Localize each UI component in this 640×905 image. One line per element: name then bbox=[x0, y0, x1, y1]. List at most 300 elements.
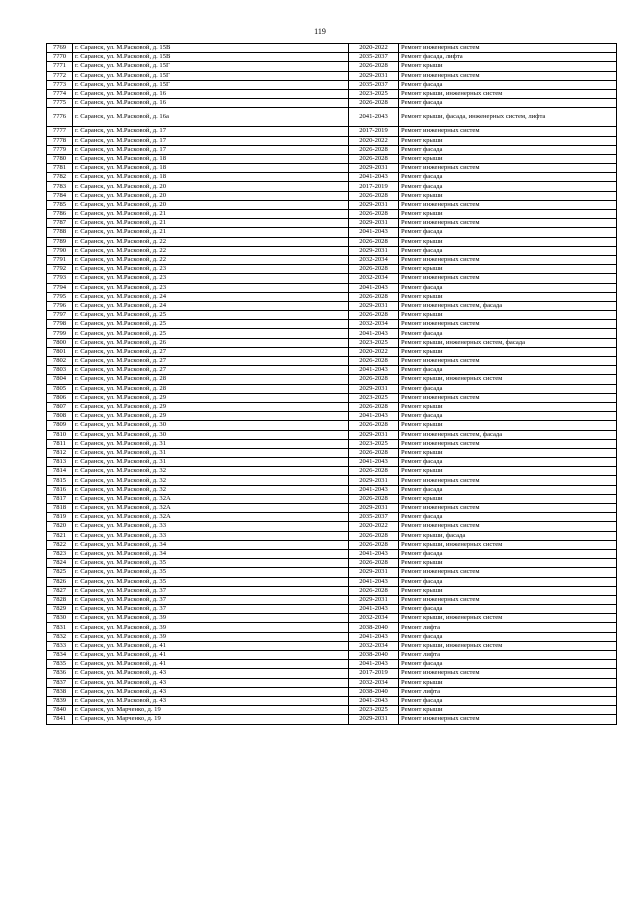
work-type-cell: Ремонт инженерных систем bbox=[399, 393, 617, 402]
row-number-cell: 7790 bbox=[47, 246, 73, 255]
address-cell: г. Саранск, ул. М.Расковой, д. 25 bbox=[73, 320, 349, 329]
period-cell: 2029-2031 bbox=[349, 595, 399, 604]
address-cell: г. Саранск, ул. М.Расковой, д. 16 bbox=[73, 89, 349, 98]
work-type-cell: Ремонт лифта bbox=[399, 623, 617, 632]
work-type-cell: Ремонт фасада, лифта bbox=[399, 53, 617, 62]
address-cell: г. Саранск, ул. М.Расковой, д. 17 bbox=[73, 145, 349, 154]
period-cell: 2026-2028 bbox=[349, 210, 399, 219]
period-cell: 2041-2043 bbox=[349, 329, 399, 338]
work-type-cell: Ремонт фасада bbox=[399, 485, 617, 494]
row-number-cell: 7798 bbox=[47, 320, 73, 329]
table-row bbox=[47, 255, 617, 264]
row-number-cell: 7829 bbox=[47, 605, 73, 614]
table-row bbox=[47, 62, 617, 71]
address-cell: г. Саранск, ул. М.Расковой, д. 15Г bbox=[73, 62, 349, 71]
address-cell: г. Саранск, ул. М.Расковой, д. 32 bbox=[73, 476, 349, 485]
work-type-cell: Ремонт лифта bbox=[399, 651, 617, 660]
table-row bbox=[47, 476, 617, 485]
address-cell: г. Саранск, ул. М.Расковой, д. 39 bbox=[73, 623, 349, 632]
period-cell: 2029-2031 bbox=[349, 384, 399, 393]
work-type-cell: Ремонт крыши, инженерных систем bbox=[399, 540, 617, 549]
table-row bbox=[47, 430, 617, 439]
row-number-cell: 7806 bbox=[47, 393, 73, 402]
row-number-cell: 7836 bbox=[47, 669, 73, 678]
table-row bbox=[47, 173, 617, 182]
period-cell: 2032-2034 bbox=[349, 678, 399, 687]
period-cell: 2032-2034 bbox=[349, 614, 399, 623]
address-cell: г. Саранск, ул. М.Расковой, д. 27 bbox=[73, 366, 349, 375]
period-cell: 2035-2037 bbox=[349, 80, 399, 89]
work-type-cell: Ремонт крыши bbox=[399, 678, 617, 687]
work-type-cell: Ремонт фасада bbox=[399, 228, 617, 237]
work-type-cell: Ремонт крыши bbox=[399, 292, 617, 301]
address-cell: г. Саранск, ул. М.Расковой, д. 15Г bbox=[73, 71, 349, 80]
table-row bbox=[47, 568, 617, 577]
work-type-cell: Ремонт инженерных систем bbox=[399, 595, 617, 604]
row-number-cell: 7809 bbox=[47, 421, 73, 430]
table-row bbox=[47, 559, 617, 568]
row-number-cell: 7782 bbox=[47, 173, 73, 182]
period-cell: 2029-2031 bbox=[349, 504, 399, 513]
page-number: 119 bbox=[314, 27, 326, 36]
period-cell: 2026-2028 bbox=[349, 265, 399, 274]
work-type-cell: Ремонт фасада bbox=[399, 384, 617, 393]
row-number-cell: 7811 bbox=[47, 439, 73, 448]
address-cell: г. Саранск, ул. М.Расковой, д. 41 bbox=[73, 651, 349, 660]
row-number-cell: 7770 bbox=[47, 53, 73, 62]
work-type-cell: Ремонт инженерных систем bbox=[399, 255, 617, 264]
work-type-cell: Ремонт фасада bbox=[399, 412, 617, 421]
row-number-cell: 7776 bbox=[47, 108, 73, 127]
period-cell: 2020-2022 bbox=[349, 522, 399, 531]
address-cell: г. Саранск, ул. М.Расковой, д. 43 bbox=[73, 669, 349, 678]
work-type-cell: Ремонт инженерных систем bbox=[399, 568, 617, 577]
table-row bbox=[47, 182, 617, 191]
work-type-cell: Ремонт инженерных систем, фасада bbox=[399, 301, 617, 310]
address-cell: г. Саранск, ул. М.Расковой, д. 20 bbox=[73, 182, 349, 191]
period-cell: 2020-2022 bbox=[349, 347, 399, 356]
table-row bbox=[47, 504, 617, 513]
table-row bbox=[47, 660, 617, 669]
work-type-cell: Ремонт крыши bbox=[399, 191, 617, 200]
work-type-cell: Ремонт инженерных систем bbox=[399, 44, 617, 53]
row-number-cell: 7821 bbox=[47, 531, 73, 540]
table-row bbox=[47, 228, 617, 237]
row-number-cell: 7789 bbox=[47, 237, 73, 246]
period-cell: 2026-2028 bbox=[349, 402, 399, 411]
address-cell: г. Саранск, ул. М.Расковой, д. 33 bbox=[73, 531, 349, 540]
table-row bbox=[47, 696, 617, 705]
address-cell: г. Саранск, ул. М.Расковой, д. 27 bbox=[73, 357, 349, 366]
address-cell: г. Саранск, ул. М.Расковой, д. 35 bbox=[73, 559, 349, 568]
period-cell: 2026-2028 bbox=[349, 237, 399, 246]
address-cell: г. Саранск, ул. М.Расковой, д. 21 bbox=[73, 219, 349, 228]
row-number-cell: 7775 bbox=[47, 99, 73, 108]
work-type-cell: Ремонт крыши, фасада, инженерных систем, лифта bbox=[399, 108, 617, 127]
table-row bbox=[47, 595, 617, 604]
address-cell: г. Саранск, ул. М.Расковой, д. 17 bbox=[73, 127, 349, 136]
period-cell: 2029-2031 bbox=[349, 246, 399, 255]
row-number-cell: 7773 bbox=[47, 80, 73, 89]
work-type-cell: Ремонт крыши bbox=[399, 706, 617, 715]
row-number-cell: 7833 bbox=[47, 641, 73, 650]
period-cell: 2026-2028 bbox=[349, 292, 399, 301]
address-cell: г. Саранск, ул. М.Расковой, д. 32А bbox=[73, 494, 349, 503]
work-type-cell: Ремонт инженерных систем, фасада bbox=[399, 430, 617, 439]
table-row bbox=[47, 384, 617, 393]
table-body bbox=[47, 44, 617, 725]
row-number-cell: 7835 bbox=[47, 660, 73, 669]
table-row bbox=[47, 393, 617, 402]
period-cell: 2026-2028 bbox=[349, 311, 399, 320]
row-number-cell: 7808 bbox=[47, 412, 73, 421]
work-type-cell: Ремонт крыши, инженерных систем bbox=[399, 641, 617, 650]
table-row bbox=[47, 71, 617, 80]
row-number-cell: 7799 bbox=[47, 329, 73, 338]
work-type-cell: Ремонт фасада bbox=[399, 513, 617, 522]
table-row bbox=[47, 439, 617, 448]
row-number-cell: 7840 bbox=[47, 706, 73, 715]
table-row bbox=[47, 136, 617, 145]
address-cell: г. Саранск, ул. М.Расковой, д. 25 bbox=[73, 311, 349, 320]
address-cell: г. Саранск, ул. М.Расковой, д. 29 bbox=[73, 402, 349, 411]
period-cell: 2035-2037 bbox=[349, 53, 399, 62]
address-cell: г. Саранск, ул. М.Расковой, д. 35 bbox=[73, 568, 349, 577]
period-cell: 2029-2031 bbox=[349, 301, 399, 310]
row-number-cell: 7785 bbox=[47, 200, 73, 209]
table-row bbox=[47, 623, 617, 632]
row-number-cell: 7822 bbox=[47, 540, 73, 549]
period-cell: 2041-2043 bbox=[349, 660, 399, 669]
table-row bbox=[47, 311, 617, 320]
table-row bbox=[47, 164, 617, 173]
period-cell: 2041-2043 bbox=[349, 632, 399, 641]
period-cell: 2041-2043 bbox=[349, 458, 399, 467]
period-cell: 2026-2028 bbox=[349, 357, 399, 366]
table-row bbox=[47, 458, 617, 467]
period-cell: 2041-2043 bbox=[349, 696, 399, 705]
period-cell: 2029-2031 bbox=[349, 164, 399, 173]
period-cell: 2032-2034 bbox=[349, 274, 399, 283]
work-type-cell: Ремонт крыши, инженерных систем bbox=[399, 375, 617, 384]
work-type-cell: Ремонт крыши bbox=[399, 237, 617, 246]
work-type-cell: Ремонт фасада bbox=[399, 696, 617, 705]
period-cell: 2026-2028 bbox=[349, 540, 399, 549]
work-type-cell: Ремонт инженерных систем bbox=[399, 522, 617, 531]
table-row bbox=[47, 586, 617, 595]
row-number-cell: 7837 bbox=[47, 678, 73, 687]
period-cell: 2026-2028 bbox=[349, 154, 399, 163]
work-type-cell: Ремонт крыши bbox=[399, 467, 617, 476]
period-cell: 2041-2043 bbox=[349, 108, 399, 127]
table-row bbox=[47, 577, 617, 586]
period-cell: 2038-2040 bbox=[349, 687, 399, 696]
address-cell: г. Саранск, ул. М.Расковой, д. 28 bbox=[73, 375, 349, 384]
period-cell: 2032-2034 bbox=[349, 641, 399, 650]
address-cell: г. Саранск, ул. М.Расковой, д. 31 bbox=[73, 439, 349, 448]
period-cell: 2023-2025 bbox=[349, 439, 399, 448]
address-cell: г. Саранск, ул. М.Расковой, д. 22 bbox=[73, 246, 349, 255]
table-row bbox=[47, 485, 617, 494]
work-type-cell: Ремонт крыши bbox=[399, 494, 617, 503]
table-row bbox=[47, 549, 617, 558]
work-type-cell: Ремонт лифта bbox=[399, 687, 617, 696]
work-type-cell: Ремонт крыши, фасада bbox=[399, 531, 617, 540]
work-type-cell: Ремонт инженерных систем bbox=[399, 669, 617, 678]
address-cell: г. Саранск, ул. М.Расковой, д. 22 bbox=[73, 237, 349, 246]
table-row bbox=[47, 329, 617, 338]
period-cell: 2041-2043 bbox=[349, 173, 399, 182]
address-cell: г. Саранск, ул. М.Расковой, д. 16 bbox=[73, 99, 349, 108]
row-number-cell: 7814 bbox=[47, 467, 73, 476]
work-type-cell: Ремонт крыши bbox=[399, 311, 617, 320]
table-row bbox=[47, 375, 617, 384]
row-number-cell: 7778 bbox=[47, 136, 73, 145]
row-number-cell: 7791 bbox=[47, 255, 73, 264]
row-number-cell: 7784 bbox=[47, 191, 73, 200]
row-number-cell: 7825 bbox=[47, 568, 73, 577]
table-row bbox=[47, 448, 617, 457]
period-cell: 2017-2019 bbox=[349, 182, 399, 191]
work-type-cell: Ремонт крыши bbox=[399, 586, 617, 595]
work-type-cell: Ремонт крыши, инженерных систем bbox=[399, 614, 617, 623]
table-row bbox=[47, 108, 617, 127]
address-cell: г. Саранск, ул. М.Расковой, д. 23 bbox=[73, 283, 349, 292]
row-number-cell: 7823 bbox=[47, 549, 73, 558]
table-row bbox=[47, 715, 617, 724]
row-number-cell: 7781 bbox=[47, 164, 73, 173]
table-row bbox=[47, 99, 617, 108]
period-cell: 2041-2043 bbox=[349, 577, 399, 586]
work-type-cell: Ремонт крыши bbox=[399, 559, 617, 568]
work-type-cell: Ремонт крыши bbox=[399, 402, 617, 411]
address-cell: г. Саранск, ул. М.Расковой, д. 17 bbox=[73, 136, 349, 145]
table-row bbox=[47, 540, 617, 549]
period-cell: 2026-2028 bbox=[349, 145, 399, 154]
repair-schedule-table bbox=[46, 43, 617, 725]
period-cell: 2026-2028 bbox=[349, 375, 399, 384]
row-number-cell: 7834 bbox=[47, 651, 73, 660]
row-number-cell: 7802 bbox=[47, 357, 73, 366]
address-cell: г. Саранск, ул. М.Расковой, д. 32 bbox=[73, 467, 349, 476]
work-type-cell: Ремонт фасада bbox=[399, 173, 617, 182]
work-type-cell: Ремонт инженерных систем bbox=[399, 71, 617, 80]
row-number-cell: 7774 bbox=[47, 89, 73, 98]
row-number-cell: 7797 bbox=[47, 311, 73, 320]
table-row bbox=[47, 347, 617, 356]
table-row bbox=[47, 366, 617, 375]
work-type-cell: Ремонт крыши bbox=[399, 421, 617, 430]
address-cell: г. Саранск, ул. М.Расковой, д. 31 bbox=[73, 448, 349, 457]
period-cell: 2029-2031 bbox=[349, 715, 399, 724]
table-row bbox=[47, 467, 617, 476]
address-cell: г. Саранск, ул. М.Расковой, д. 20 bbox=[73, 200, 349, 209]
row-number-cell: 7816 bbox=[47, 485, 73, 494]
table-row bbox=[47, 669, 617, 678]
work-type-cell: Ремонт фасада bbox=[399, 329, 617, 338]
address-cell: г. Саранск, ул. М.Расковой, д. 37 bbox=[73, 605, 349, 614]
table-row bbox=[47, 127, 617, 136]
period-cell: 2038-2040 bbox=[349, 623, 399, 632]
address-cell: г. Саранск, ул. М.Расковой, д. 16а bbox=[73, 108, 349, 127]
row-number-cell: 7807 bbox=[47, 402, 73, 411]
period-cell: 2032-2034 bbox=[349, 320, 399, 329]
address-cell: г. Саранск, ул. М.Расковой, д. 24 bbox=[73, 301, 349, 310]
table-row bbox=[47, 154, 617, 163]
address-cell: г. Саранск, ул. М.Расковой, д. 30 bbox=[73, 430, 349, 439]
address-cell: г. Саранск, ул. М.Расковой, д. 27 bbox=[73, 347, 349, 356]
table-row bbox=[47, 357, 617, 366]
address-cell: г. Саранск, ул. М.Расковой, д. 25 bbox=[73, 329, 349, 338]
table-row bbox=[47, 283, 617, 292]
address-cell: г. Саранск, ул. М.Расковой, д. 39 bbox=[73, 632, 349, 641]
table-row bbox=[47, 494, 617, 503]
address-cell: г. Саранск, ул. М.Расковой, д. 29 bbox=[73, 393, 349, 402]
period-cell: 2026-2028 bbox=[349, 531, 399, 540]
table-row bbox=[47, 531, 617, 540]
table-row bbox=[47, 651, 617, 660]
work-type-cell: Ремонт фасада bbox=[399, 577, 617, 586]
row-number-cell: 7804 bbox=[47, 375, 73, 384]
period-cell: 2020-2022 bbox=[349, 136, 399, 145]
table-row bbox=[47, 320, 617, 329]
period-cell: 2038-2040 bbox=[349, 651, 399, 660]
address-cell: г. Саранск, ул. М.Расковой, д. 39 bbox=[73, 614, 349, 623]
work-type-cell: Ремонт фасада bbox=[399, 283, 617, 292]
period-cell: 2041-2043 bbox=[349, 549, 399, 558]
address-cell: г. Саранск, ул. М.Расковой, д. 34 bbox=[73, 549, 349, 558]
row-number-cell: 7769 bbox=[47, 44, 73, 53]
table-row bbox=[47, 301, 617, 310]
work-type-cell: Ремонт инженерных систем bbox=[399, 219, 617, 228]
row-number-cell: 7783 bbox=[47, 182, 73, 191]
work-type-cell: Ремонт инженерных систем bbox=[399, 320, 617, 329]
row-number-cell: 7805 bbox=[47, 384, 73, 393]
work-type-cell: Ремонт фасада bbox=[399, 99, 617, 108]
row-number-cell: 7788 bbox=[47, 228, 73, 237]
row-number-cell: 7831 bbox=[47, 623, 73, 632]
work-type-cell: Ремонт инженерных систем bbox=[399, 357, 617, 366]
period-cell: 2029-2031 bbox=[349, 71, 399, 80]
period-cell: 2041-2043 bbox=[349, 412, 399, 421]
work-type-cell: Ремонт крыши bbox=[399, 448, 617, 457]
address-cell: г. Саранск, ул. М.Расковой, д. 24 bbox=[73, 292, 349, 301]
work-type-cell: Ремонт фасада bbox=[399, 605, 617, 614]
address-cell: г. Саранск, ул. М.Расковой, д. 31 bbox=[73, 458, 349, 467]
period-cell: 2023-2025 bbox=[349, 338, 399, 347]
row-number-cell: 7815 bbox=[47, 476, 73, 485]
period-cell: 2029-2031 bbox=[349, 476, 399, 485]
address-cell: г. Саранск, ул. М.Расковой, д. 37 bbox=[73, 586, 349, 595]
row-number-cell: 7817 bbox=[47, 494, 73, 503]
period-cell: 2026-2028 bbox=[349, 448, 399, 457]
address-cell: г. Саранск, ул. М.Расковой, д. 32А bbox=[73, 504, 349, 513]
row-number-cell: 7792 bbox=[47, 265, 73, 274]
period-cell: 2029-2031 bbox=[349, 430, 399, 439]
row-number-cell: 7824 bbox=[47, 559, 73, 568]
address-cell: г. Саранск, ул. М.Расковой, д. 41 bbox=[73, 641, 349, 650]
period-cell: 2023-2025 bbox=[349, 89, 399, 98]
table-row bbox=[47, 522, 617, 531]
work-type-cell: Ремонт фасада bbox=[399, 182, 617, 191]
address-cell: г. Саранск, ул. М.Расковой, д. 21 bbox=[73, 228, 349, 237]
work-type-cell: Ремонт крыши, инженерных систем, фасада bbox=[399, 338, 617, 347]
address-cell: г. Саранск, ул. М.Расковой, д. 22 bbox=[73, 255, 349, 264]
row-number-cell: 7780 bbox=[47, 154, 73, 163]
row-number-cell: 7826 bbox=[47, 577, 73, 586]
address-cell: г. Саранск, ул. М.Расковой, д. 18 bbox=[73, 164, 349, 173]
row-number-cell: 7777 bbox=[47, 127, 73, 136]
address-cell: г. Саранск, ул. М.Расковой, д. 23 bbox=[73, 265, 349, 274]
period-cell: 2017-2019 bbox=[349, 669, 399, 678]
row-number-cell: 7832 bbox=[47, 632, 73, 641]
address-cell: г. Саранск, ул. М.Расковой, д. 30 bbox=[73, 421, 349, 430]
table-row bbox=[47, 338, 617, 347]
row-number-cell: 7818 bbox=[47, 504, 73, 513]
work-type-cell: Ремонт инженерных систем bbox=[399, 504, 617, 513]
table-row bbox=[47, 678, 617, 687]
work-type-cell: Ремонт фасада bbox=[399, 458, 617, 467]
period-cell: 2029-2031 bbox=[349, 219, 399, 228]
row-number-cell: 7794 bbox=[47, 283, 73, 292]
row-number-cell: 7813 bbox=[47, 458, 73, 467]
table-row bbox=[47, 53, 617, 62]
period-cell: 2026-2028 bbox=[349, 191, 399, 200]
address-cell: г. Саранск, ул. М.Расковой, д. 43 bbox=[73, 687, 349, 696]
work-type-cell: Ремонт крыши bbox=[399, 347, 617, 356]
row-number-cell: 7771 bbox=[47, 62, 73, 71]
work-type-cell: Ремонт инженерных систем bbox=[399, 439, 617, 448]
table-row bbox=[47, 513, 617, 522]
row-number-cell: 7787 bbox=[47, 219, 73, 228]
row-number-cell: 7810 bbox=[47, 430, 73, 439]
work-type-cell: Ремонт инженерных систем bbox=[399, 200, 617, 209]
work-type-cell: Ремонт инженерных систем bbox=[399, 715, 617, 724]
work-type-cell: Ремонт крыши, инженерных систем bbox=[399, 89, 617, 98]
work-type-cell: Ремонт фасада bbox=[399, 80, 617, 89]
table-row bbox=[47, 80, 617, 89]
period-cell: 2041-2043 bbox=[349, 228, 399, 237]
table-row bbox=[47, 292, 617, 301]
row-number-cell: 7838 bbox=[47, 687, 73, 696]
table-row bbox=[47, 706, 617, 715]
period-cell: 2029-2031 bbox=[349, 568, 399, 577]
work-type-cell: Ремонт фасада bbox=[399, 660, 617, 669]
work-type-cell: Ремонт фасада bbox=[399, 246, 617, 255]
address-cell: г. Саранск, ул. М.Расковой, д. 29 bbox=[73, 412, 349, 421]
row-number-cell: 7772 bbox=[47, 71, 73, 80]
row-number-cell: 7841 bbox=[47, 715, 73, 724]
address-cell: г. Саранск, ул. М.Расковой, д. 23 bbox=[73, 274, 349, 283]
table-row bbox=[47, 265, 617, 274]
work-type-cell: Ремонт фасада bbox=[399, 549, 617, 558]
table-row bbox=[47, 421, 617, 430]
address-cell: г. Саранск, ул. М.Расковой, д. 32 bbox=[73, 485, 349, 494]
address-cell: г. Саранск, ул. М.Расковой, д. 15В bbox=[73, 53, 349, 62]
table-row bbox=[47, 219, 617, 228]
row-number-cell: 7796 bbox=[47, 301, 73, 310]
address-cell: г. Саранск, ул. М.Расковой, д. 28 bbox=[73, 384, 349, 393]
work-type-cell: Ремонт фасада bbox=[399, 145, 617, 154]
table-row bbox=[47, 145, 617, 154]
address-cell: г. Саранск, ул. Марченко, д. 19 bbox=[73, 706, 349, 715]
period-cell: 2041-2043 bbox=[349, 485, 399, 494]
period-cell: 2029-2031 bbox=[349, 200, 399, 209]
table-row bbox=[47, 402, 617, 411]
address-cell: г. Саранск, ул. Марченко, д. 19 bbox=[73, 715, 349, 724]
work-type-cell: Ремонт инженерных систем bbox=[399, 127, 617, 136]
address-cell: г. Саранск, ул. М.Расковой, д. 34 bbox=[73, 540, 349, 549]
